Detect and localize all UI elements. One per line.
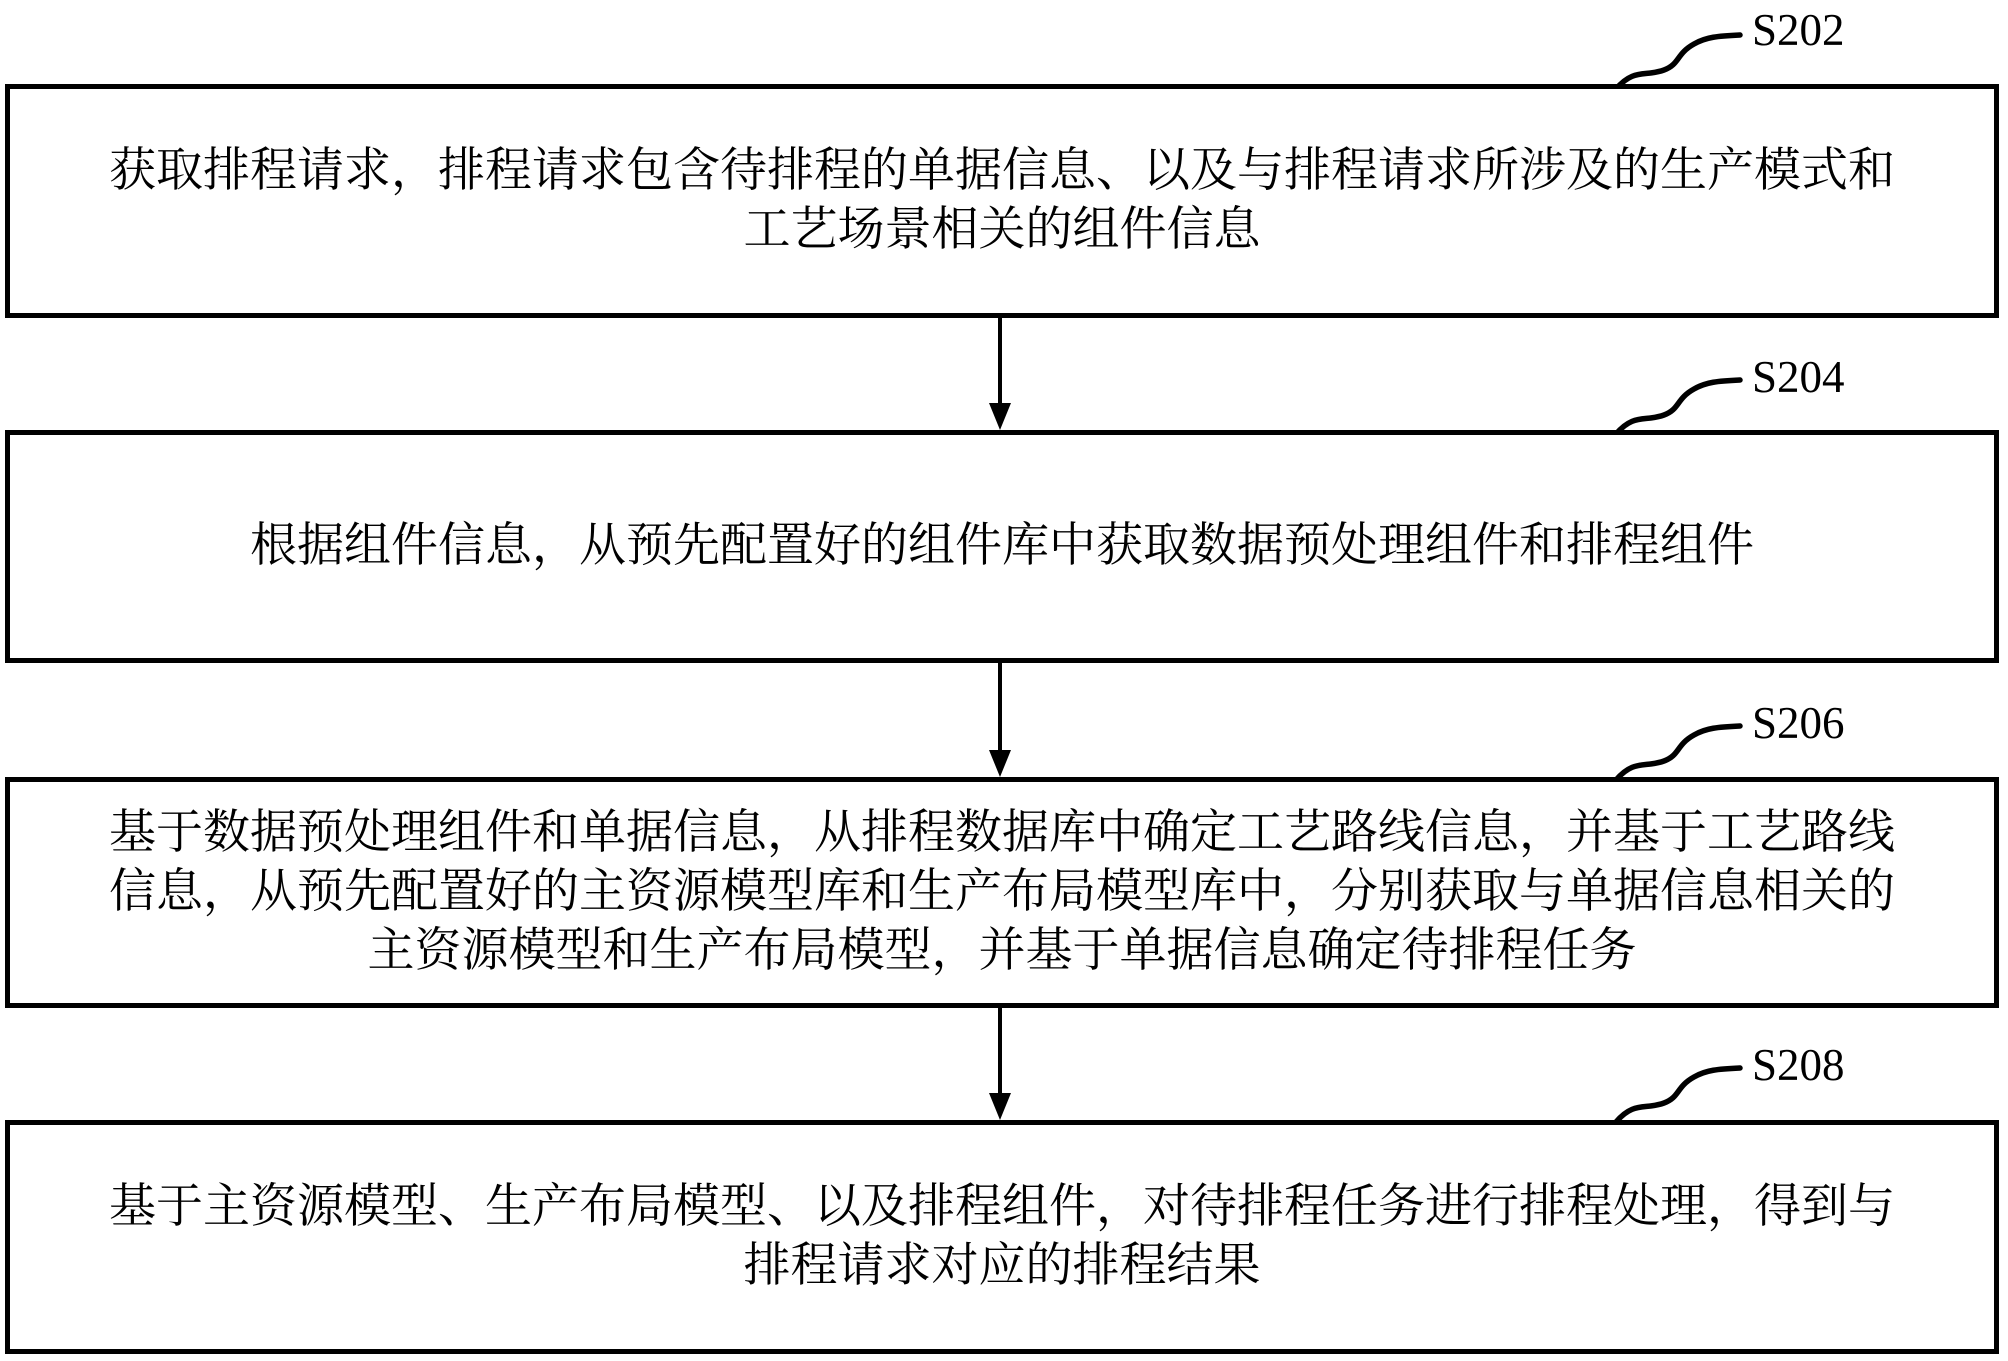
box-text-line: 主资源模型和生产布局模型，并基于单据信息确定待排程任务 <box>367 925 1637 977</box>
step-label: S206 <box>1752 698 1845 748</box>
box-text-line: 排程请求对应的排程结果 <box>743 1240 1261 1292</box>
flow-box-schedule-result <box>5 1120 1999 1354</box>
down-arrow-head-icon <box>989 1093 1011 1120</box>
step-label: S208 <box>1752 1040 1845 1090</box>
squiggle-connector-icon <box>1612 32 1744 90</box>
flow-box-acquire-request <box>5 84 1999 318</box>
step-label: S202 <box>1752 5 1845 55</box>
down-arrow-head-icon <box>989 403 1011 430</box>
squiggle-connector-icon <box>1612 723 1744 781</box>
step-label: S204 <box>1752 352 1845 402</box>
box-text-line: 基于主资源模型、生产布局模型、以及排程组件，对待排程任务进行排程处理，得到与 <box>109 1181 1895 1233</box>
down-arrow-shaft <box>998 318 1002 406</box>
box-text-line: 根据组件信息，从预先配置好的组件库中获取数据预处理组件和排程组件 <box>250 520 1754 572</box>
down-arrow-head-icon <box>989 750 1011 777</box>
flow-box-determine-tasks <box>5 777 1999 1008</box>
box-text-line: 工艺场景相关的组件信息 <box>743 204 1261 256</box>
box-text-line: 获取排程请求，排程请求包含待排程的单据信息、以及与排程请求所涉及的生产模式和 <box>109 145 1895 197</box>
down-arrow-shaft <box>998 1008 1002 1096</box>
box-text-line: 基于数据预处理组件和单据信息，从排程数据库中确定工艺路线信息，并基于工艺路线 <box>109 807 1895 859</box>
squiggle-connector-icon <box>1612 1065 1744 1123</box>
flow-box-get-components <box>5 430 1999 663</box>
squiggle-connector-icon <box>1612 377 1744 435</box>
box-text-line: 信息，从预先配置好的主资源模型库和生产布局模型库中，分别获取与单据信息相关的 <box>109 866 1895 918</box>
down-arrow-shaft <box>998 663 1002 753</box>
